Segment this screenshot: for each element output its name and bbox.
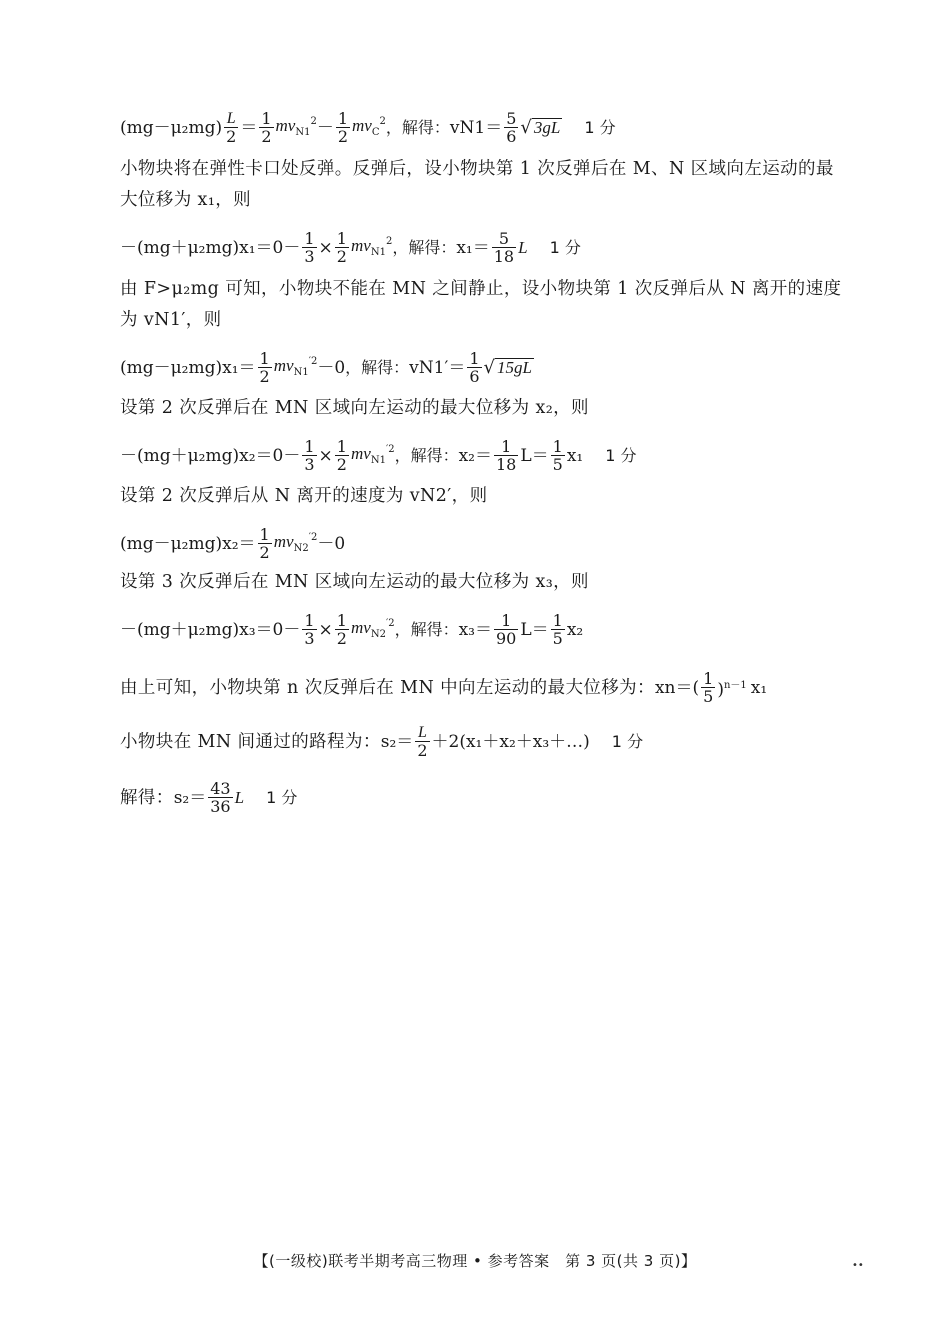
eq-text: s₂＝ xyxy=(173,787,207,808)
eq-text: L＝ xyxy=(520,619,549,640)
denominator: 6 xyxy=(506,127,517,146)
eq-prefix: 解得： xyxy=(120,787,174,808)
denominator: 3 xyxy=(304,629,315,648)
numerator: 1 xyxy=(337,109,349,128)
numerator: 1 xyxy=(469,349,480,368)
paragraph-line: 设第 2 次反弹后在 MN 区域向左运动的最大位移为 x₂，则 xyxy=(120,398,589,418)
score-mark: 1 分 xyxy=(549,237,581,257)
equation-general-xn xyxy=(120,670,880,705)
numerator: 5 xyxy=(506,109,517,128)
denominator: 2 xyxy=(259,367,270,386)
equation-energy-n1 xyxy=(120,110,880,145)
eq-text: x₂＝ xyxy=(458,445,492,466)
fraction xyxy=(302,230,316,265)
eq-text: L＝ xyxy=(520,445,549,466)
score-mark: 1 分 xyxy=(605,445,637,465)
numerator: 1 xyxy=(552,611,563,630)
fraction xyxy=(415,724,429,759)
eq-text: (mg－μ₂mg)x₁＝ xyxy=(120,357,256,378)
denominator: 6 xyxy=(469,367,480,386)
equation-final-s2 xyxy=(120,780,880,815)
eq-text: $mv_{N2}^{'2}$ xyxy=(273,532,318,554)
denominator: 36 xyxy=(210,797,231,816)
denominator: 5 xyxy=(552,455,563,474)
paragraph-line: 为 vN1′，则 xyxy=(120,310,222,330)
fraction xyxy=(335,612,349,647)
eq-text: $mv_{N1}^{'2}$ xyxy=(273,356,318,378)
fraction xyxy=(494,438,518,473)
eq-separator: ，解得： xyxy=(385,117,450,137)
eq-separator: ，解得： xyxy=(345,357,410,377)
eq-text: －(mg＋μ₂mg)x₁＝0－ xyxy=(120,237,301,258)
numerator: 1 xyxy=(336,437,347,456)
paragraph-line: 大位移为 x₁，则 xyxy=(120,190,252,210)
corner-mark: •• xyxy=(852,1260,864,1271)
paragraph-line: 由 F>μ₂mg 可知，小物块不能在 MN 之间静止，设小物块第 1 次反弹后从 N 离开的速度 xyxy=(120,279,842,299)
numerator: 1 xyxy=(304,437,315,456)
denominator: 2 xyxy=(261,127,272,146)
fraction xyxy=(335,438,349,473)
denominator: 18 xyxy=(493,247,515,266)
fraction xyxy=(335,230,349,265)
numerator: 1 xyxy=(703,669,714,688)
radicand: 15gL xyxy=(497,358,532,377)
score-mark: 1 分 xyxy=(584,117,616,137)
eq-text: $mv_{N1}^2$ xyxy=(350,236,393,258)
paragraph-line: 设第 3 次反弹后在 MN 区域向左运动的最大位移为 x₃，则 xyxy=(120,572,589,592)
fraction xyxy=(701,670,715,705)
numerator: 1 xyxy=(304,611,315,630)
denominator: 90 xyxy=(496,629,517,648)
denominator: 2 xyxy=(336,247,347,266)
numerator: 1 xyxy=(501,437,512,456)
eq-text: －0 xyxy=(317,357,346,378)
fraction xyxy=(259,110,273,145)
eq-text: － xyxy=(316,117,334,138)
eq-separator: ，解得： xyxy=(392,237,457,257)
fraction xyxy=(258,350,272,385)
eq-text: ＝ xyxy=(240,117,258,138)
numerator: 1 xyxy=(336,611,347,630)
numerator: 1 xyxy=(304,229,315,248)
eq-text: vN1′＝ xyxy=(409,357,466,378)
numerator: 1 xyxy=(552,437,563,456)
eq-text: －0 xyxy=(317,533,346,554)
square-root: √ 3gL xyxy=(520,117,561,138)
numerator: 1 xyxy=(259,349,270,368)
eq-text: x₁ xyxy=(566,445,584,466)
denominator: 2 xyxy=(337,127,349,146)
equation-path-s2 xyxy=(120,724,880,759)
eq-text: x₁＝ xyxy=(456,237,490,258)
denominator: 2 xyxy=(336,455,347,474)
fraction xyxy=(494,612,518,647)
eq-text: $mv_{N1}^{'2}$ xyxy=(350,444,395,466)
page-footer: 【(一级校)联考半期考高三物理 • 参考答案 第 3 页(共 3 页)】 xyxy=(253,1252,697,1270)
numerator: L xyxy=(226,110,236,127)
paragraph-line: 设第 2 次反弹后从 N 离开的速度为 vN2′，则 xyxy=(120,486,488,506)
equation-velocity-n1-prime xyxy=(120,350,880,385)
fraction xyxy=(551,438,565,473)
eq-text: L xyxy=(518,237,528,257)
eq-text: vN1＝ xyxy=(449,117,503,138)
eq-text: s₂＝ xyxy=(380,731,414,752)
eq-text: )$^{n-1}$ xyxy=(717,679,747,700)
paragraph-line: 小物块将在弹性卡口处反弹。反弹后，设小物块第 1 次反弹后在 M、N 区域向左运动的最 xyxy=(120,159,834,179)
eq-separator: ，解得： xyxy=(394,619,459,639)
numerator: 1 xyxy=(259,525,270,544)
equation-displacement-x2 xyxy=(120,438,880,473)
denominator: 18 xyxy=(496,455,517,474)
numerator: 1 xyxy=(336,229,347,248)
fraction xyxy=(224,110,238,145)
eq-text: x₁ xyxy=(750,677,768,698)
fraction xyxy=(467,350,481,385)
eq-text: $mv_{N2}^{'2}$ xyxy=(350,618,395,640)
equation-displacement-x1 xyxy=(120,230,880,265)
fraction xyxy=(302,612,316,647)
fraction xyxy=(336,110,350,145)
fraction xyxy=(208,780,232,815)
denominator: 2 xyxy=(259,543,270,562)
eq-text: －(mg＋μ₂mg)x₃＝0－ xyxy=(120,619,301,640)
score-mark: 1 分 xyxy=(611,731,644,751)
fraction xyxy=(302,438,316,473)
fraction xyxy=(504,110,518,145)
eq-text: x₂ xyxy=(566,619,584,640)
numerator: 1 xyxy=(501,611,512,630)
fraction xyxy=(258,526,272,561)
eq-text: × xyxy=(318,619,333,640)
denominator: 2 xyxy=(417,741,428,760)
denominator: 3 xyxy=(304,455,315,474)
eq-prefix: 由上可知，小物块第 n 次反弹后在 MN 中向左运动的最大位移为： xyxy=(120,677,655,698)
eq-var: mv xyxy=(275,116,296,135)
eq-text: $mv_{N1}^2$ xyxy=(275,116,317,138)
denominator: 5 xyxy=(703,687,714,706)
numerator: 43 xyxy=(210,779,231,798)
numerator: L xyxy=(417,724,427,741)
eq-text: L xyxy=(234,787,245,807)
eq-prefix: 小物块在 MN 间通过的路程为： xyxy=(120,731,381,752)
eq-text: xn＝( xyxy=(654,677,700,698)
fraction xyxy=(551,612,565,647)
eq-text: ＋2(x₁＋x₂＋x₃＋…) xyxy=(431,731,590,752)
numerator: 1 xyxy=(261,109,272,128)
denominator: 3 xyxy=(304,247,315,266)
equation-displacement-x3 xyxy=(120,612,880,647)
eq-text: (mg－μ₂mg) xyxy=(120,117,223,138)
denominator: 5 xyxy=(552,629,563,648)
denominator: 2 xyxy=(336,629,347,648)
eq-text: x₃＝ xyxy=(458,619,492,640)
eq-text: －(mg＋μ₂mg)x₂＝0－ xyxy=(120,445,301,466)
score-mark: 1 分 xyxy=(266,787,298,807)
denominator: 2 xyxy=(226,127,237,146)
fraction xyxy=(492,230,516,265)
numerator: 5 xyxy=(498,229,509,248)
square-root: √ 15gL xyxy=(483,357,532,378)
eq-text: $mv_C^2$ xyxy=(352,116,386,138)
exponent: n－1 xyxy=(723,679,747,691)
eq-separator: ，解得： xyxy=(394,445,459,465)
eq-text: × xyxy=(318,237,333,258)
equation-velocity-n2-prime xyxy=(120,526,880,561)
eq-text: × xyxy=(318,445,333,466)
eq-text: (mg－μ₂mg)x₂＝ xyxy=(120,533,256,554)
radicand: 3gL xyxy=(533,118,561,137)
